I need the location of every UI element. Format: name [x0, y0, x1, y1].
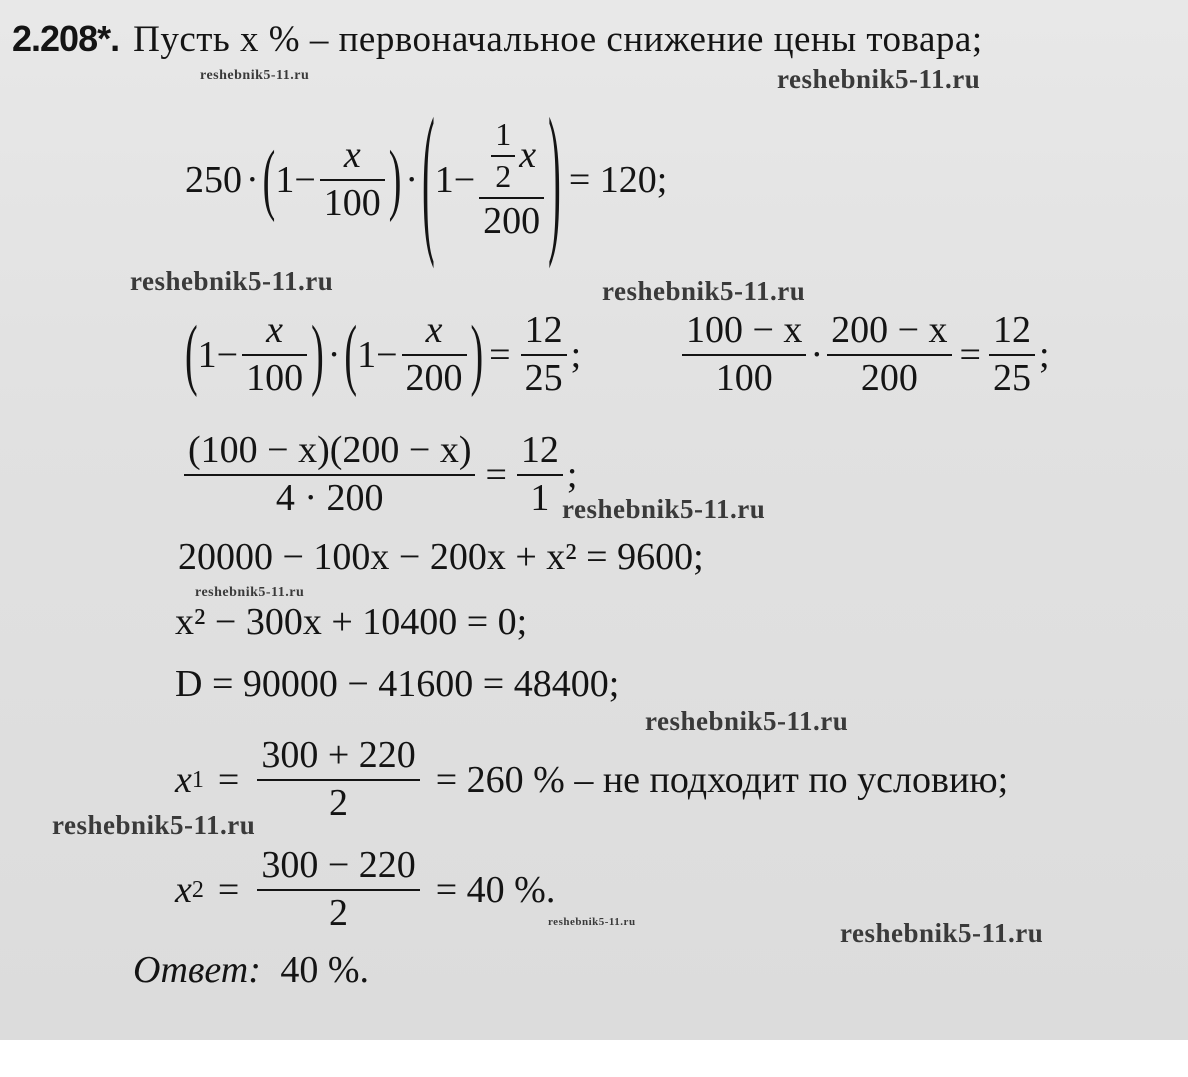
- answer-value: 40 %.: [280, 949, 369, 991]
- eq2b-num1: 100 − x: [686, 309, 803, 352]
- eq2a-den1: 100: [246, 357, 304, 399]
- eq1-one-2: 1: [434, 159, 454, 201]
- eq3-fraction: [184, 431, 475, 519]
- x2-num: 300 − 220: [261, 844, 416, 887]
- equation-5: x² − 300x + 10400 = 0;: [175, 601, 528, 643]
- x2-rhs: = 40 %.: [435, 869, 556, 911]
- watermark-text: reshebnik5-11.ru: [130, 266, 334, 296]
- answer-line: [133, 948, 369, 992]
- x2-den: 2: [329, 892, 349, 934]
- eq3-rhs-num: 12: [520, 429, 559, 472]
- eq3-rhs-den: 1: [530, 477, 550, 519]
- watermark-text: reshebnik5-11.ru: [602, 276, 806, 306]
- eq2a-fraction-2: $\frac{x}{200}$: [402, 311, 467, 399]
- eq1-one: 1: [275, 159, 295, 201]
- problem-statement: Пусть x % – первоначальное снижение цены товара;: [133, 19, 983, 60]
- eq2a-rhs-fraction: [521, 311, 567, 399]
- eq1-frac2-den: 200: [483, 199, 541, 242]
- x1-rhs: = 260 % – не подходит по условию;: [435, 759, 1009, 801]
- x2-fraction: [257, 846, 419, 934]
- watermark-text: reshebnik5-11.ru: [777, 64, 981, 94]
- watermark-text: reshebnik5-11.ru: [200, 68, 310, 83]
- x1-var: x: [175, 759, 192, 801]
- x1-den: 2: [329, 782, 349, 824]
- eq1-frac2-x: x: [519, 134, 537, 177]
- eq2b-rhs-fraction: [989, 311, 1035, 399]
- eq3-den: 4 · 200: [275, 477, 384, 519]
- eq3-rhs-fraction: [517, 431, 563, 519]
- eq2b-den2: 200: [860, 357, 918, 399]
- eq2b-den1: 100: [715, 357, 773, 399]
- x2-var: x: [175, 869, 192, 911]
- watermark-text: reshebnik5-11.ru: [562, 494, 766, 524]
- problem-heading: [12, 18, 983, 61]
- eq1-rhs: = 120;: [568, 159, 668, 201]
- eq1-frac1-num: x: [343, 134, 361, 177]
- x1-fraction: [257, 736, 419, 824]
- eq1-half-den: 2: [495, 158, 512, 195]
- equation-4: 20000 − 100x − 200x + x² = 9600;: [178, 536, 704, 578]
- eq2b-num2: 200 − x: [831, 309, 948, 352]
- watermark-text: reshebnik5-11.ru: [52, 810, 256, 840]
- equation-6: D = 90000 − 41600 = 48400;: [175, 663, 620, 705]
- eq2b-fraction-2: [827, 311, 951, 399]
- equation-1: 250 · ( 1 − $\frac{x}{100}$ ) · ( 1 − $\frac{1}{2}$ x 200 ) = 120;: [185, 87, 668, 273]
- x2-sub: 2: [191, 876, 204, 903]
- eq1-half-num: 1: [495, 116, 512, 153]
- eq2a-rhs-den: 25: [524, 357, 563, 399]
- x1-sub: 1: [191, 766, 204, 793]
- root-x2: x 2 = $\frac{300 - 220}{2}$ = 40 %.: [175, 844, 556, 934]
- equation-2a: ( 1− $\frac{x}{100}$ ) · ( 1− $\frac{x}{200}$ ) = $\frac{12}{25}$ ;: [185, 309, 582, 400]
- eq2a-rhs-num: 12: [524, 309, 563, 352]
- equation-2b: $\frac{100 - x}{100}$ · $\frac{200 - x}{200}$ = $\frac{12}{25}$ ;: [678, 305, 1050, 405]
- eq2b-rhs-den: 25: [992, 357, 1031, 399]
- x1-num: 300 + 220: [261, 734, 416, 777]
- answer-label: Ответ:: [133, 949, 261, 991]
- problem-number: 2.208*.: [12, 18, 120, 59]
- root-x1: x 1 = $\frac{300 + 220}{2}$ = 260 % – не подходит по условию;: [175, 734, 1009, 824]
- eq2a-fraction-1: $\frac{x}{100}$: [242, 311, 307, 399]
- eq1-frac1-den: 100: [323, 182, 381, 224]
- eq2b-rhs-num: 12: [992, 309, 1031, 352]
- eq2b-fraction-1: [682, 311, 806, 399]
- eq1-coefficient: 250: [185, 159, 242, 201]
- eq3-num: (100 − x)(200 − x): [188, 429, 472, 472]
- watermark-text: reshebnik5-11.ru: [195, 585, 305, 600]
- eq2a-den2: 200: [405, 357, 463, 399]
- watermark-text: reshebnik5-11.ru: [645, 706, 849, 736]
- eq1-fraction-1: [320, 136, 385, 224]
- watermark-text: reshebnik5-11.ru: [548, 916, 636, 928]
- watermark-text: reshebnik5-11.ru: [840, 918, 1044, 948]
- eq1-fraction-2: [479, 118, 544, 241]
- equation-3: $\frac{(100 - x)(200 - x)}{4 \cdot 200}$ = $\frac{12}{1}$ ;: [180, 420, 577, 530]
